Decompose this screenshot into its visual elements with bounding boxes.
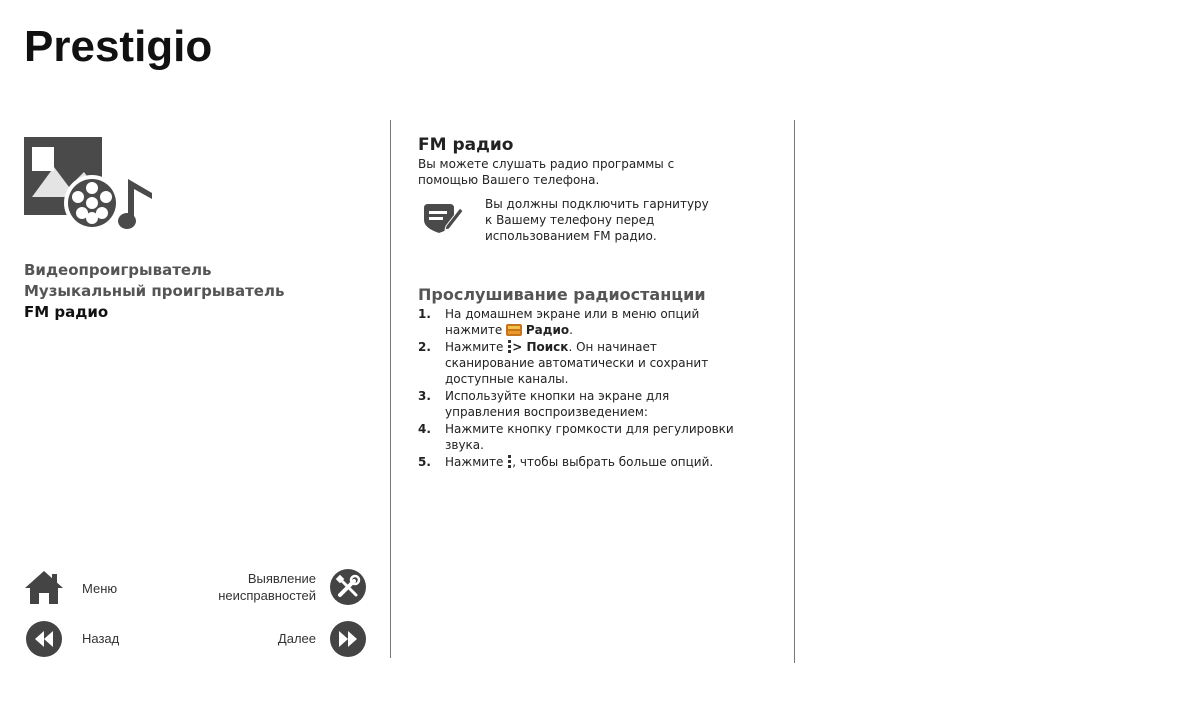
menu-link[interactable]: Меню <box>82 581 118 596</box>
step-1-bold: Радио <box>525 323 570 337</box>
column-divider-left <box>390 120 391 658</box>
troubleshoot-line1: Выявление <box>247 571 316 586</box>
step-4-line-b: звука. <box>445 438 484 452</box>
step-1-line-a: На домашнем экране или в меню опций <box>445 307 700 321</box>
page-title: FM радио <box>418 135 514 155</box>
step-2-line-a: Нажмите <box>445 340 504 354</box>
note-line-3: использованием FM радио. <box>485 229 657 243</box>
nav-row-top <box>24 567 366 607</box>
step-number: 5. <box>418 455 431 469</box>
next-link[interactable]: Далее <box>277 631 316 646</box>
step-5-line-a: Нажмите <box>445 455 504 469</box>
note-box <box>418 196 763 256</box>
note-line-1: Вы должны подключить гарнитуру <box>485 197 709 211</box>
table-of-contents <box>24 260 284 323</box>
step-2 <box>418 339 763 387</box>
back-link[interactable]: Назад <box>82 631 120 646</box>
toc-item-video-player[interactable]: Видеопроигрыватель <box>24 261 212 279</box>
troubleshoot-line2: неисправностей <box>218 588 316 603</box>
intro-line-2: помощью Вашего телефона. <box>418 173 600 187</box>
nav-row-bottom <box>24 621 366 661</box>
step-5-line-b: , чтобы выбрать больше опций. <box>512 455 714 469</box>
step-2-line-b: . Он начинает <box>568 340 657 354</box>
step-2-bold: > Поиск <box>512 340 569 354</box>
step-1-end: . <box>569 323 573 337</box>
step-number: 1. <box>418 307 431 321</box>
toc-item-fm-radio[interactable]: FM радио <box>24 303 109 321</box>
step-3-line-a: Используйте кнопки на экране для <box>445 389 670 403</box>
note-pencil-icon <box>420 200 464 236</box>
bottom-navigation <box>24 567 366 667</box>
step-number: 3. <box>418 389 431 403</box>
radio-app-icon <box>506 322 522 336</box>
troubleshooting-link[interactable] <box>218 570 316 604</box>
step-1 <box>418 306 763 338</box>
column-divider-right <box>794 120 795 663</box>
section-title: Прослушивание радиостанции <box>418 285 706 304</box>
note-text <box>485 196 755 244</box>
note-line-2: к Вашему телефону перед <box>485 213 655 227</box>
forward-icon[interactable] <box>330 621 366 657</box>
rewind-icon[interactable] <box>26 621 62 657</box>
step-1-line-b: нажмите <box>445 323 503 337</box>
step-2-line-d: доступные каналы. <box>445 372 569 386</box>
step-3 <box>418 388 763 420</box>
step-number: 2. <box>418 340 431 354</box>
toc-item-music-player[interactable]: Музыкальный проигрыватель <box>24 282 285 300</box>
intro-line-1: Вы можете слушать радио программы с <box>418 157 675 171</box>
step-3-line-b: управления воспроизведением: <box>445 405 648 419</box>
home-icon[interactable] <box>24 569 64 605</box>
step-number: 4. <box>418 422 431 436</box>
step-4-line-a: Нажмите кнопку громкости для регулировки <box>445 422 734 436</box>
brand-logo: Prestigio <box>24 22 213 71</box>
step-2-line-c: сканирование автоматически и сохранит <box>445 356 709 370</box>
media-player-icon <box>24 137 159 232</box>
steps-list <box>418 306 763 470</box>
tools-icon[interactable] <box>330 569 366 605</box>
main-content <box>418 135 763 471</box>
step-4 <box>418 421 763 453</box>
step-5 <box>418 454 763 470</box>
